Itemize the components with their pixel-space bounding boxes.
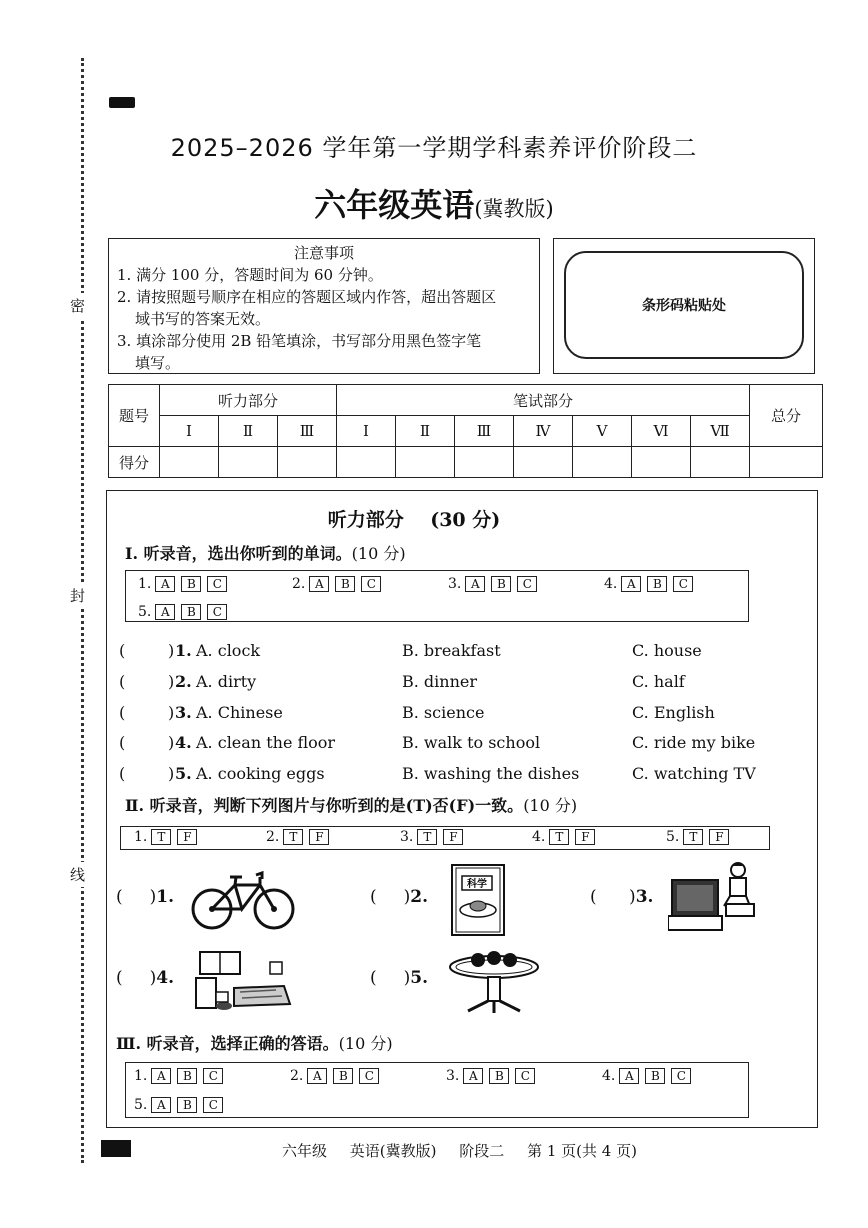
answer-bubble[interactable]: B: [177, 1097, 197, 1113]
answer-bubble[interactable]: A: [463, 1068, 483, 1084]
answer-paren-open: (: [119, 733, 126, 752]
col-writing-5: Ⅴ: [573, 416, 632, 447]
barcode-area: [553, 238, 815, 374]
alignment-mark-top: [109, 97, 135, 108]
answer-number: 1.: [134, 1068, 148, 1084]
bicycle-picture: [190, 865, 296, 931]
answer-paren-open: (: [119, 672, 126, 691]
answer-bubble[interactable]: C: [671, 1068, 691, 1084]
q2-item-2: ( )2.: [370, 887, 429, 907]
answer-bubble[interactable]: F: [309, 829, 329, 845]
answer-number: 5.: [666, 829, 680, 845]
label-total: 总分: [750, 385, 823, 447]
q3-heading: [116, 1031, 393, 1054]
answer-number: 5.: [138, 604, 152, 620]
score-cell[interactable]: [337, 447, 396, 478]
answer-bubble[interactable]: B: [647, 576, 667, 592]
col-listening-3: Ⅲ: [278, 416, 337, 447]
option-b: B. walk to school: [402, 733, 541, 752]
option-b: B. science: [402, 703, 485, 722]
exam-title: 2025–2026 学年第一学期学科素养评价阶段二: [170, 134, 698, 162]
binding-char-mi: 密: [70, 293, 85, 318]
answer-bubble[interactable]: A: [621, 576, 641, 592]
q1-opts-item-1: [138, 576, 233, 592]
col-writing-3: Ⅲ: [455, 416, 514, 447]
q2-item-1: ( )1.: [116, 887, 175, 907]
notice-line: 2. 请按照题号顺序在相应的答题区域内作答，超出答题区: [117, 288, 497, 306]
binding-char-xian: 线: [70, 862, 85, 887]
score-cell[interactable]: [455, 447, 514, 478]
answer-number: 1.: [138, 576, 152, 592]
q2-item-4: ( )4.: [116, 968, 175, 988]
score-cell[interactable]: [219, 447, 278, 478]
option-a: A. clean the floor: [196, 733, 336, 752]
answer-number: 2.: [290, 1068, 304, 1084]
label-question-number: 题号: [109, 385, 160, 447]
option-c: C. half: [632, 672, 685, 691]
answer-paren-close: ): [168, 672, 175, 691]
answer-bubble[interactable]: C: [203, 1097, 223, 1113]
answer-bubble[interactable]: T: [417, 829, 437, 845]
subtitle-edition: (冀教版): [474, 197, 554, 221]
q1-opts-item-2: [292, 576, 387, 592]
answer-bubble[interactable]: A: [155, 604, 175, 620]
footer-subject: 英语(冀教版): [349, 1142, 437, 1160]
table-with-eggs-picture: [448, 945, 540, 1015]
score-cell[interactable]: [160, 447, 219, 478]
answer-number: 4.: [532, 829, 546, 845]
boy-watching-tv-picture: [668, 860, 758, 936]
option-c: C. house: [632, 641, 702, 660]
item-number: 5.: [175, 764, 192, 783]
answer-number: 2.: [292, 576, 306, 592]
item-number: 4.: [175, 733, 192, 752]
item-number: 1.: [175, 641, 192, 660]
option-a: A. clock: [196, 641, 261, 660]
q1-opts-item-4: [604, 576, 699, 592]
q2-opts-item-1: [134, 829, 203, 845]
q2-heading: [125, 793, 577, 816]
q3-points: (10 分): [338, 1034, 393, 1053]
q2-heading-text: Ⅱ. 听录音，判断下列图片与你听到的是(T)否(F)一致。: [125, 796, 524, 815]
answer-bubble[interactable]: F: [709, 829, 729, 845]
score-cell[interactable]: [691, 447, 750, 478]
q2-opts-item-4: [532, 829, 601, 845]
label-score: 得分: [109, 447, 160, 478]
q3-opts-item-2: [290, 1068, 385, 1084]
section-points: (30 分): [430, 509, 501, 531]
footer-grade: 六年级: [282, 1142, 328, 1160]
answer-bubble[interactable]: A: [151, 1097, 171, 1113]
answer-bubble[interactable]: B: [645, 1068, 665, 1084]
notice-box: [108, 238, 540, 374]
answer-paren-close: ): [168, 641, 175, 660]
q1-heading-text: Ⅰ. 听录音，选出你听到的单词。: [125, 544, 352, 563]
notice-heading: 注意事项: [293, 244, 354, 262]
option-c: C. watching TV: [632, 764, 756, 783]
option-a: A. Chinese: [196, 703, 283, 722]
answer-bubble[interactable]: C: [517, 576, 537, 592]
label-writing: 笔试部分: [337, 385, 750, 416]
q3-heading-text: Ⅲ. 听录音，选择正确的答语。: [116, 1034, 339, 1053]
answer-bubble[interactable]: F: [443, 829, 463, 845]
answer-bubble[interactable]: C: [207, 604, 227, 620]
q3-opts-item-5: [134, 1097, 229, 1113]
q3-opts-item-4: [602, 1068, 697, 1084]
answer-bubble[interactable]: F: [177, 829, 197, 845]
notice-line: 3. 填涂部分使用 2B 铅笔填涂，书写部分用黑色签字笔: [117, 332, 482, 350]
answer-bubble[interactable]: T: [683, 829, 703, 845]
score-cell[interactable]: [278, 447, 337, 478]
binding-char-feng: 封: [70, 583, 85, 608]
q1-heading: [125, 541, 406, 564]
answer-bubble[interactable]: B: [491, 576, 511, 592]
answer-paren-open: (: [119, 703, 126, 722]
q1-opts-item-5: [138, 604, 233, 620]
score-cell[interactable]: [573, 447, 632, 478]
page-footer: [282, 1140, 655, 1161]
answer-bubble[interactable]: B: [333, 1068, 353, 1084]
answer-bubble[interactable]: B: [335, 576, 355, 592]
q2-opts-item-2: [266, 829, 335, 845]
answer-number: 4.: [604, 576, 618, 592]
answer-paren-close: ): [168, 764, 175, 783]
section-title-text: 听力部分: [327, 509, 404, 531]
notice-line: 1. 满分 100 分，答题时间为 60 分钟。: [117, 266, 383, 284]
answer-bubble[interactable]: B: [181, 576, 201, 592]
q1-opts-item-3: [448, 576, 543, 592]
answer-bubble[interactable]: B: [177, 1068, 197, 1084]
answer-number: 3.: [446, 1068, 460, 1084]
exam-subtitle: [0, 180, 868, 226]
q2-points: (10 分): [523, 796, 578, 815]
q2-item-5: ( )5.: [370, 968, 429, 988]
answer-bubble[interactable]: C: [361, 576, 381, 592]
answer-bubble[interactable]: T: [151, 829, 171, 845]
answer-bubble[interactable]: A: [151, 1068, 171, 1084]
score-cell[interactable]: [396, 447, 455, 478]
score-table: [108, 384, 823, 478]
barcode-label: 条形码粘贴处: [564, 251, 804, 359]
answer-number: 3.: [400, 829, 414, 845]
answer-bubble[interactable]: A: [307, 1068, 327, 1084]
answer-bubble[interactable]: C: [203, 1068, 223, 1084]
answer-bubble[interactable]: F: [575, 829, 595, 845]
answer-bubble[interactable]: T: [283, 829, 303, 845]
option-b: B. dinner: [402, 672, 478, 691]
answer-bubble[interactable]: T: [549, 829, 569, 845]
option-a: A. cooking eggs: [196, 764, 325, 783]
answer-number: 5.: [134, 1097, 148, 1113]
score-cell[interactable]: [514, 447, 573, 478]
option-b: B. washing the dishes: [402, 764, 580, 783]
answer-bubble[interactable]: A: [619, 1068, 639, 1084]
q2-item-3: ( )3.: [590, 887, 654, 907]
q3-opts-item-1: [134, 1068, 229, 1084]
answer-bubble[interactable]: A: [309, 576, 329, 592]
col-listening-2: Ⅱ: [219, 416, 278, 447]
answer-number: 2.: [266, 829, 280, 845]
q1-points: (10 分): [351, 544, 406, 563]
answer-paren-open: (: [119, 641, 126, 660]
col-writing-2: Ⅱ: [396, 416, 455, 447]
score-cell[interactable]: [750, 447, 823, 478]
label-listening: 听力部分: [160, 385, 337, 416]
q2-opts-item-3: [400, 829, 469, 845]
answer-bubble[interactable]: A: [155, 576, 175, 592]
answer-number: 1.: [134, 829, 148, 845]
answer-bubble[interactable]: B: [181, 604, 201, 620]
answer-bubble[interactable]: C: [207, 576, 227, 592]
col-writing-4: Ⅳ: [514, 416, 573, 447]
option-c: C. ride my bike: [632, 733, 756, 752]
q3-opts-item-3: [446, 1068, 541, 1084]
science-book-picture: [448, 862, 508, 938]
answer-number: 3.: [448, 576, 462, 592]
book-label: 科学: [467, 879, 487, 890]
answer-bubble[interactable]: C: [515, 1068, 535, 1084]
col-writing-6: Ⅵ: [632, 416, 691, 447]
option-b: B. breakfast: [402, 641, 501, 660]
col-writing-1: Ⅰ: [337, 416, 396, 447]
col-writing-7: Ⅶ: [691, 416, 750, 447]
subtitle-main: 六年级英语: [314, 186, 475, 224]
score-cell[interactable]: [632, 447, 691, 478]
answer-number: 4.: [602, 1068, 616, 1084]
answer-paren-open: (: [119, 764, 126, 783]
answer-bubble[interactable]: C: [673, 576, 693, 592]
answer-bubble[interactable]: C: [359, 1068, 379, 1084]
item-number: 3.: [175, 703, 192, 722]
answer-paren-close: ): [168, 733, 175, 752]
q2-opts-item-5: [666, 829, 735, 845]
listening-section-title: [0, 505, 828, 532]
answer-bubble[interactable]: B: [489, 1068, 509, 1084]
col-listening-1: Ⅰ: [160, 416, 219, 447]
option-a: A. dirty: [196, 672, 257, 691]
notice-line: 填写。: [135, 354, 181, 372]
footer-stage: 阶段二: [459, 1142, 505, 1160]
answer-paren-close: ): [168, 703, 175, 722]
answer-bubble[interactable]: A: [465, 576, 485, 592]
bedroom-picture: [194, 948, 294, 1016]
alignment-mark-bottom: [101, 1140, 131, 1157]
item-number: 2.: [175, 672, 192, 691]
footer-page: 第 1 页(共 4 页): [527, 1142, 637, 1160]
notice-line: 域书写的答案无效。: [135, 310, 271, 328]
option-c: C. English: [632, 703, 715, 722]
